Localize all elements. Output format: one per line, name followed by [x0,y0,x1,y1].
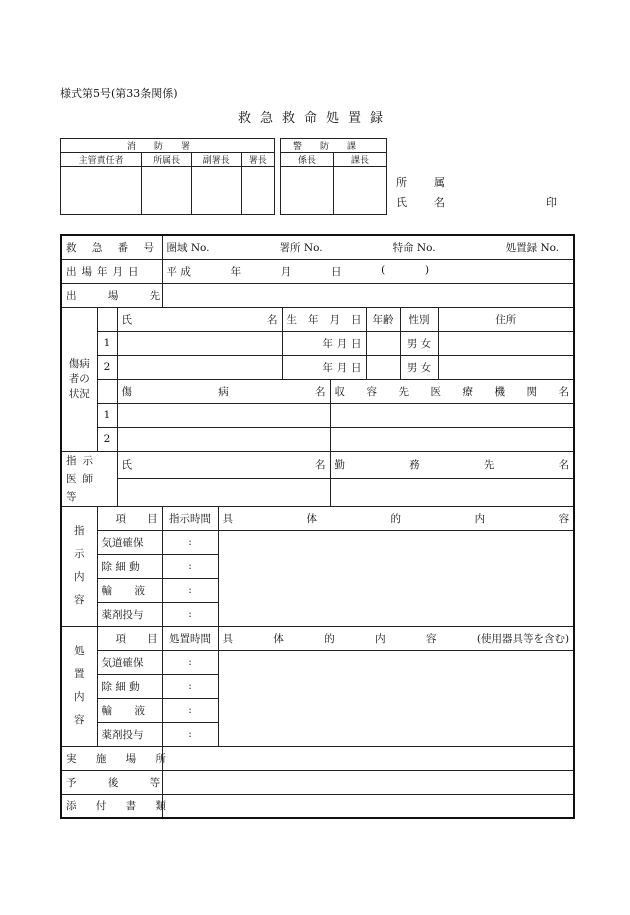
stamp-cell[interactable] [142,167,192,215]
implementation-place-label: 実 施 場 所 [61,746,162,770]
attachments-field[interactable] [162,794,574,818]
patient-address-field[interactable] [438,355,574,379]
treatment-time-header: 処置時間 [162,626,218,650]
item-header: 項 目 [97,626,162,650]
year-label: 年 [230,265,242,278]
row-number: 2 [97,427,117,451]
details-header: 具 体 的 内 容 (使用器具等を含む) [218,626,574,650]
receiving-hospital-field[interactable] [330,427,574,451]
dispatch-date-field[interactable] [162,259,574,283]
details-header: 具 体 的 内 容 [218,506,574,530]
rescue-number-field[interactable] [162,235,574,259]
time-field[interactable]: : [162,602,218,626]
row-number: 1 [97,403,117,427]
airway-label: 気道確保 [97,650,162,674]
time-field[interactable]: : [162,674,218,698]
defibrillation-label: 除 細 動 [97,554,162,578]
injury-name-header: 傷 病 名 [117,379,330,403]
approval-header: 主管責任者 [61,153,142,167]
prognosis-label: 予 後 等 [61,770,162,794]
address-header: 住所 [438,307,574,331]
time-field[interactable]: : [162,650,218,674]
name-header: 氏 名 [117,307,282,331]
stamp-cell[interactable] [191,167,241,215]
age-header: 年齢 [366,307,400,331]
approval-header: 署長 [241,153,274,167]
blank-cell [97,307,117,331]
prognosis-field[interactable] [162,770,574,794]
drug-label: 薬剤投与 [97,722,162,746]
treatment-details-field[interactable] [218,650,574,746]
day-label: 日 [330,265,342,278]
approval-header: 副署長 [191,153,241,167]
patient-status-label: 傷病者の状況 [61,307,97,451]
dispatch-date-label: 出場年月日 [61,259,162,283]
guard-section-approval-box [280,138,387,215]
time-field[interactable]: : [162,578,218,602]
area-no: 圏域 No. [166,241,210,254]
paren-open: ( [381,263,386,276]
dispatch-location-label: 出 場 先 [61,283,162,307]
fire-station-header: 消防署 [61,139,274,153]
receiving-hospital-field[interactable] [330,403,574,427]
form-number: 様式第5号(第33条関係) [60,87,178,100]
stamp-cell[interactable] [61,167,142,215]
stamp-cell[interactable] [281,167,333,215]
instruction-content-label: 指示内容 [61,506,97,626]
instructing-physician-label: 指示医師等 [61,451,117,506]
document-title: 救急救命処置録 [237,111,392,126]
affiliation-label: 所 属 [396,176,453,189]
instruction-details-field[interactable] [218,530,574,626]
patient-name-field[interactable] [117,355,282,379]
injury-name-field[interactable] [117,403,330,427]
birth-header: 生 年 月 日 [282,307,366,331]
approval-header: 係長 [281,153,333,167]
era-label: 平 成 [166,265,191,278]
blank-cell [97,379,117,403]
workplace-header: 勤 務 先 名 [330,451,574,479]
special-no: 特命 No. [392,241,436,254]
guard-section-header: 警防課 [281,139,386,153]
time-field[interactable]: : [162,698,218,722]
sex-header: 性別 [400,307,438,331]
patient-age-field[interactable] [366,355,400,379]
station-no: 署所 No. [279,241,323,254]
time-field[interactable]: : [162,722,218,746]
treatment-content-label: 処置内容 [61,626,97,746]
fire-station-approval-box [60,138,275,215]
patient-address-field[interactable] [438,331,574,355]
receiving-hospital-header: 収 容 先 医 療 機 関 名 [330,379,574,403]
patient-birth-field[interactable]: 年 月 日 [282,331,366,355]
infusion-label: 輸 液 [97,698,162,722]
patient-sex-field[interactable]: 男 女 [400,355,438,379]
physician-name-header: 氏 名 [117,451,330,479]
row-number: 1 [97,331,117,355]
patient-sex-field[interactable]: 男 女 [400,331,438,355]
attachments-label: 添 付 書 類 [61,794,162,818]
physician-name-field[interactable] [117,479,330,507]
row-number: 2 [97,355,117,379]
rescue-number-label: 救 急 番 号 [61,235,162,259]
name-label: 氏 名 [396,196,453,209]
dispatch-location-field[interactable] [162,283,574,307]
infusion-label: 輸 液 [97,578,162,602]
month-label: 月 [280,265,292,278]
seal-mark: 印 [546,196,557,209]
approval-header: 所属長 [142,153,192,167]
implementation-place-field[interactable] [162,746,574,770]
drug-label: 薬剤投与 [97,602,162,626]
stamp-cell[interactable] [241,167,274,215]
time-field[interactable]: : [162,554,218,578]
patient-birth-field[interactable]: 年 月 日 [282,355,366,379]
patient-name-field[interactable] [117,331,282,355]
record-no: 処置録 No. [505,241,560,254]
defibrillation-label: 除 細 動 [97,674,162,698]
item-header: 項 目 [97,506,162,530]
workplace-field[interactable] [330,479,574,507]
approval-header: 課長 [333,153,386,167]
airway-label: 気道確保 [97,530,162,554]
patient-age-field[interactable] [366,331,400,355]
paren-close: ) [424,263,430,276]
emergency-record-table [60,234,573,819]
stamp-cell[interactable] [333,167,386,215]
instruction-time-header: 指示時間 [162,506,218,530]
time-field[interactable]: : [162,530,218,554]
injury-name-field[interactable] [117,427,330,451]
